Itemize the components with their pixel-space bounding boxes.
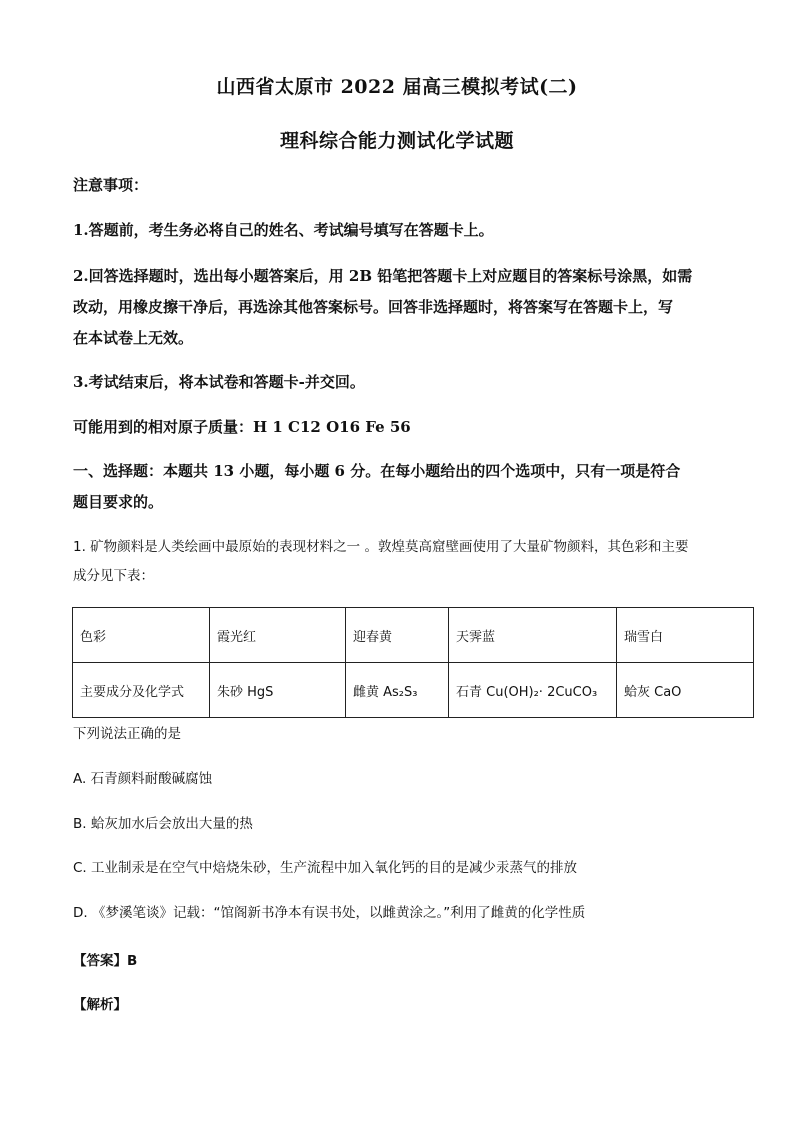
exam-subtitle: 理科综合能力测试化学试题 xyxy=(279,130,514,152)
analysis-label: 【解析】 xyxy=(73,997,127,1013)
table-cell: 主要成分及化学式 xyxy=(73,663,210,718)
notes-heading: 注意事项： xyxy=(73,176,149,194)
question-stem-line-2: 成分见下表： xyxy=(73,568,154,584)
table-cell: 色彩 xyxy=(73,608,210,663)
option-b: B. 蛤灰加水后会放出大量的热 xyxy=(73,816,253,832)
table-row xyxy=(73,663,754,718)
atomic-masses: 可能用到的相对原子质量：H 1 C12 O16 Fe 56 xyxy=(73,418,411,436)
pigment-table xyxy=(72,607,754,718)
note-item-2-line-3: 在本试卷上无效。 xyxy=(73,329,194,347)
section-heading-line-1: 一、选择题：本题共 13 小题，每小题 6 分。在每小题给出的四个选项中，只有一项是符合 xyxy=(73,462,681,480)
table-row xyxy=(73,608,754,663)
answer-label: 【答案】B xyxy=(73,953,138,969)
table-cell: 霞光红 xyxy=(210,608,346,663)
option-d: D. 《梦溪笔谈》记载：“馆阁新书净本有误书处，以雌黄涂之。”利用了雌黄的化学性质 xyxy=(73,905,586,921)
table-cell: 迎春黄 xyxy=(346,608,449,663)
option-c: C. 工业制汞是在空气中焙烧朱砂，生产流程中加入氧化钙的目的是减少汞蒸气的排放 xyxy=(73,860,578,876)
section-heading-line-2: 题目要求的。 xyxy=(73,493,164,511)
table-cell: 蛤灰 CaO xyxy=(617,663,754,718)
table-cell: 瑞雪白 xyxy=(617,608,754,663)
note-item-1: 1.答题前，考生务必将自己的姓名、考试编号填写在答题卡上。 xyxy=(73,221,494,239)
table-cell: 朱砂 HgS xyxy=(210,663,346,718)
note-item-2-line-2: 改动，用橡皮擦干净后，再选涂其他答案标号。回答非选择题时，将答案写在答题卡上，写 xyxy=(73,298,674,316)
question-stem-line-1: 1. 矿物颜料是人类绘画中最原始的表现材料之一 。敦煌莫高窟壁画使用了大量矿物颜料，其色彩和主要 xyxy=(73,539,689,555)
note-item-2-line-1: 2.回答选择题时，选出每小题答案后，用 2B 铅笔把答题卡上对应题目的答案标号涂黑，如需 xyxy=(73,267,693,285)
option-a: A. 石青颜料耐酸碱腐蚀 xyxy=(73,771,213,787)
table-cell: 天霁蓝 xyxy=(449,608,617,663)
table-cell: 石青 Cu(OH)₂· 2CuCO₃ xyxy=(449,663,617,718)
exam-title: 山西省太原市 2022 届高三模拟考试(二) xyxy=(216,76,578,98)
question-prompt: 下列说法正确的是 xyxy=(73,726,181,742)
note-item-3: 3.考试结束后，将本试卷和答题卡-并交回。 xyxy=(73,373,365,391)
table-cell: 雌黄 As₂S₃ xyxy=(346,663,449,718)
